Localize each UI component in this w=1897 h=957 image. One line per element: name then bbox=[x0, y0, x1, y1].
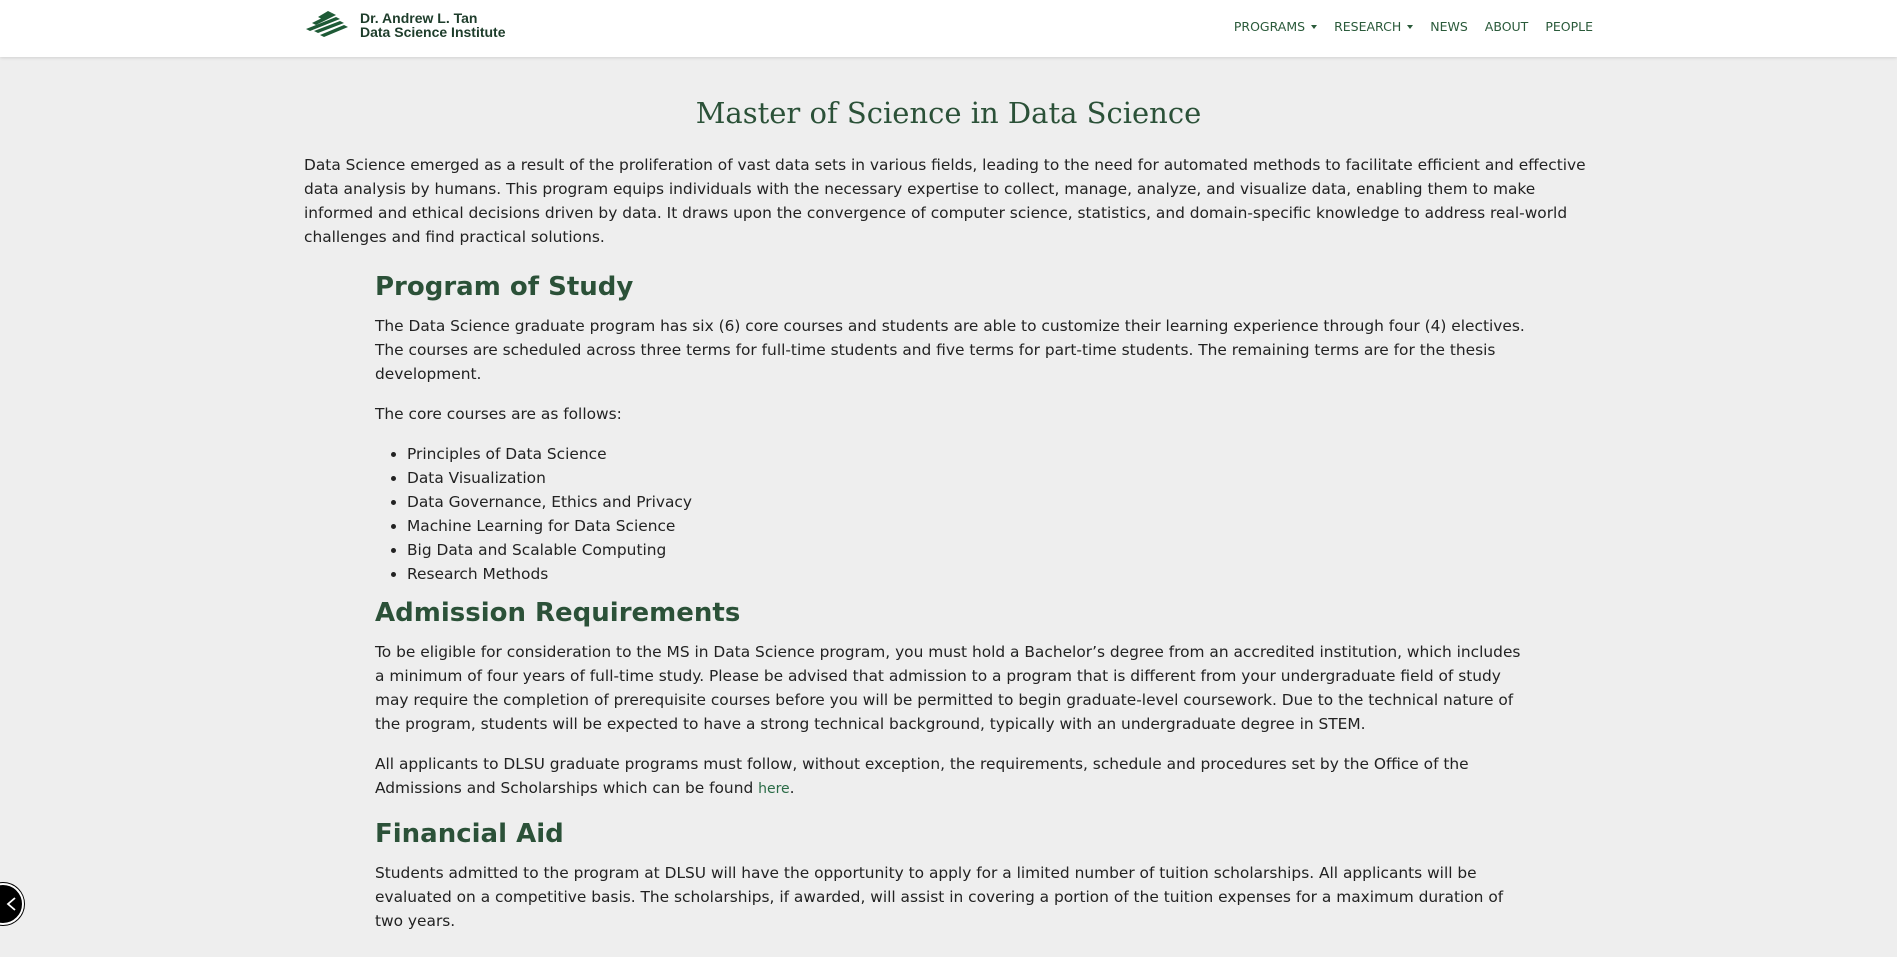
chevron-down-icon bbox=[1407, 25, 1413, 29]
list-item: • Research Methods bbox=[407, 562, 1528, 586]
financial-aid-section bbox=[375, 817, 1528, 933]
brand-line-2: Data Science Institute bbox=[360, 24, 506, 40]
nav-programs[interactable] bbox=[1234, 19, 1317, 34]
core-courses-list bbox=[375, 442, 1528, 586]
brand-line-1: Dr. Andrew L. Tan bbox=[360, 10, 478, 26]
brand-home-link[interactable] bbox=[304, 11, 506, 39]
collapse-chevron-icon bbox=[5, 897, 17, 911]
floating-toggle-button[interactable] bbox=[0, 883, 24, 925]
brand-logo-icon bbox=[304, 11, 350, 39]
nav-research[interactable] bbox=[1334, 19, 1413, 34]
list-item: • Data Governance, Ethics and Privacy bbox=[407, 490, 1528, 514]
financial-aid-paragraph: Students admitted to the program at DLSU will have the opportunity to apply for a limited number of tuition scholarships. All applicants will be evaluated on a competitive basis. The scholarships, if awarded, will assist in covering a portion of the tuition expenses for a maximum duration of two years. bbox=[375, 864, 1504, 930]
admission-paragraph: To be eligible for consideration to the MS in Data Science program, you must hold a Bachelor’s degree from an accredited institution, which includes a minimum of four years of full-time study. Please be advised that admission to a program that is different from your undergraduate field of study may require the completion of prerequisite courses before you will be permitted to begin graduate-level coursework. Due to the technical nature of the program, students will be expected to have a strong technical background, typically with an undergraduate degree in STEM. bbox=[375, 643, 1521, 733]
top-navbar bbox=[0, 0, 1897, 57]
nav-links bbox=[1217, 19, 1593, 34]
nav-news-label: NEWS bbox=[1430, 19, 1468, 34]
program-of-study-paragraph: The Data Science graduate program has six (6) core courses and students are able to customize their learning experience through four (4) electives. The courses are scheduled across three terms for full-time students and five terms for part-time students. The remaining terms are for the thesis development. bbox=[375, 317, 1525, 383]
core-courses-intro: The core courses are as follows: bbox=[375, 405, 622, 423]
admission-section bbox=[375, 596, 1528, 801]
program-of-study-section bbox=[375, 270, 1528, 586]
nav-news[interactable] bbox=[1430, 19, 1468, 34]
nav-research-label: RESEARCH bbox=[1334, 19, 1402, 34]
admission-heading: Admission Requirements bbox=[375, 598, 741, 628]
list-item: • Principles of Data Science bbox=[407, 442, 1528, 466]
list-item: • Machine Learning for Data Science bbox=[407, 514, 1528, 538]
program-of-study-heading: Program of Study bbox=[375, 272, 634, 302]
nav-programs-label: PROGRAMS bbox=[1233, 19, 1306, 34]
brand-text bbox=[360, 11, 506, 39]
list-item: • Data Visualization bbox=[407, 466, 1528, 490]
nav-about[interactable] bbox=[1485, 19, 1529, 34]
financial-aid-heading: Financial Aid bbox=[375, 819, 564, 849]
chevron-down-icon bbox=[1311, 25, 1317, 29]
admission-procedures-text: All applicants to DLSU graduate programs must follow, without exception, the requirements, schedule and procedures set by the Office of the Admissions and Scholarships which can be found bbox=[375, 755, 1469, 797]
main-content bbox=[375, 270, 1528, 949]
admissions-here-link[interactable]: here bbox=[758, 781, 790, 797]
admission-procedures-paragraph bbox=[375, 752, 1528, 801]
admission-procedures-end: . bbox=[789, 779, 795, 797]
page-title: Master of Science in Data Science bbox=[695, 96, 1202, 130]
intro-paragraph: Data Science emerged as a result of the proliferation of vast data sets in various fields, leading to the need for automated methods to facilitate efficient and effective data analysis by humans. This program equips individuals with the necessary expertise to collect, manage, analyze, and visualize data, enabling them to make informed and ethical decisions driven by data. It draws upon the convergence of computer science, statistics, and domain-specific knowledge to address real-world challenges and find practical solutions. bbox=[304, 156, 1586, 246]
list-item: • Big Data and Scalable Computing bbox=[407, 538, 1528, 562]
nav-about-label: ABOUT bbox=[1484, 19, 1529, 34]
nav-people[interactable] bbox=[1545, 19, 1593, 34]
nav-people-label: PEOPLE bbox=[1545, 19, 1593, 34]
